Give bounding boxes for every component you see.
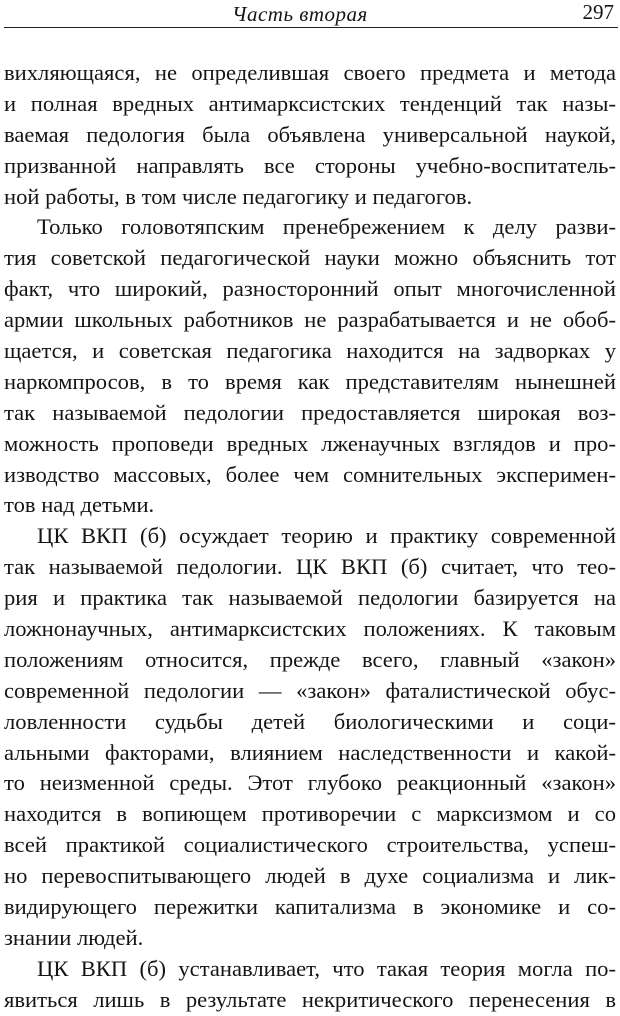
text-line: изводство массовых, более чем сомнительных эксперимен- bbox=[4, 461, 616, 487]
text-line: призванной направлять все стороны учебно-воспитатель- bbox=[4, 152, 616, 178]
header-divider bbox=[4, 27, 618, 28]
text-line: видирующего пережитки капитализма в экономике и со- bbox=[4, 894, 616, 920]
text-line: вихляющаяся, не определившая своего предмета и метода bbox=[4, 60, 616, 85]
text-line: ваемая педология была объявлена универсальной наукой, bbox=[4, 121, 616, 147]
text-line: но перевоспитывающего людей в духе социализма и лик- bbox=[4, 863, 616, 889]
text-line: факт, что широкий, разносторонний опыт многочисленной bbox=[4, 276, 616, 302]
text-line: всей практикой социалистического строительства, успеш- bbox=[4, 832, 616, 858]
text-line: находится в вопиющем противоречии с марксизмом и со bbox=[4, 801, 616, 827]
text-line: так называемой педологии предоставляется широкая воз- bbox=[4, 399, 616, 425]
page-number: 297 bbox=[582, 0, 614, 24]
text-line: армии школьных работников не разрабатывается и не обоб- bbox=[4, 307, 616, 333]
text-line: Только головотяпским пренебрежением к делу разви- bbox=[37, 214, 616, 240]
text-line: ЦК ВКП (б) осуждает теорию и практику современной bbox=[37, 523, 616, 549]
text-line: тов над детьми. bbox=[4, 492, 155, 518]
text-line: тия советской педагогической науки можно объяснить тот bbox=[4, 245, 616, 271]
text-line: альными факторами, влиянием наследственности и какой- bbox=[4, 739, 616, 765]
text-line: то неизменной среды. Этот глубоко реакционный «закон» bbox=[4, 770, 616, 796]
text-line: современной педологии — «закон» фаталистической обус- bbox=[4, 677, 616, 703]
text-line: ловленности судьбы детей биологическими и соци- bbox=[4, 708, 616, 734]
text-line: ной работы, в том числе педагогику и педагогов. bbox=[4, 183, 473, 209]
text-line: знании людей. bbox=[4, 924, 144, 950]
text-line: и полная вредных антимарксистских тенденций так назы- bbox=[4, 90, 616, 116]
text-line: положениям относится, прежде всего, главный «закон» bbox=[4, 646, 616, 672]
chapter-title: Часть вторая bbox=[232, 2, 368, 26]
text-line: явиться лишь в результате некритического перенесения в bbox=[4, 986, 616, 1012]
text-line: ЦК ВКП (б) устанавливает, что такая теория могла по- bbox=[37, 955, 616, 981]
text-line: рия и практика так называемой педологии базируется на bbox=[4, 585, 616, 611]
text-line: наркомпросов, в то время как представителям нынешней bbox=[4, 368, 616, 394]
text-line: можность проповеди вредных лженаучных взглядов и про- bbox=[4, 430, 616, 456]
text-line: так называемой педологии. ЦК ВКП (б) считает, что тео- bbox=[4, 554, 616, 580]
running-header bbox=[0, 0, 620, 30]
body-text bbox=[4, 58, 616, 1016]
text-line: щается, и советская педагогика находится на задворках у bbox=[4, 338, 616, 364]
text-line: ложнонаучных, антимарксистских положениях. К таковым bbox=[4, 616, 616, 642]
